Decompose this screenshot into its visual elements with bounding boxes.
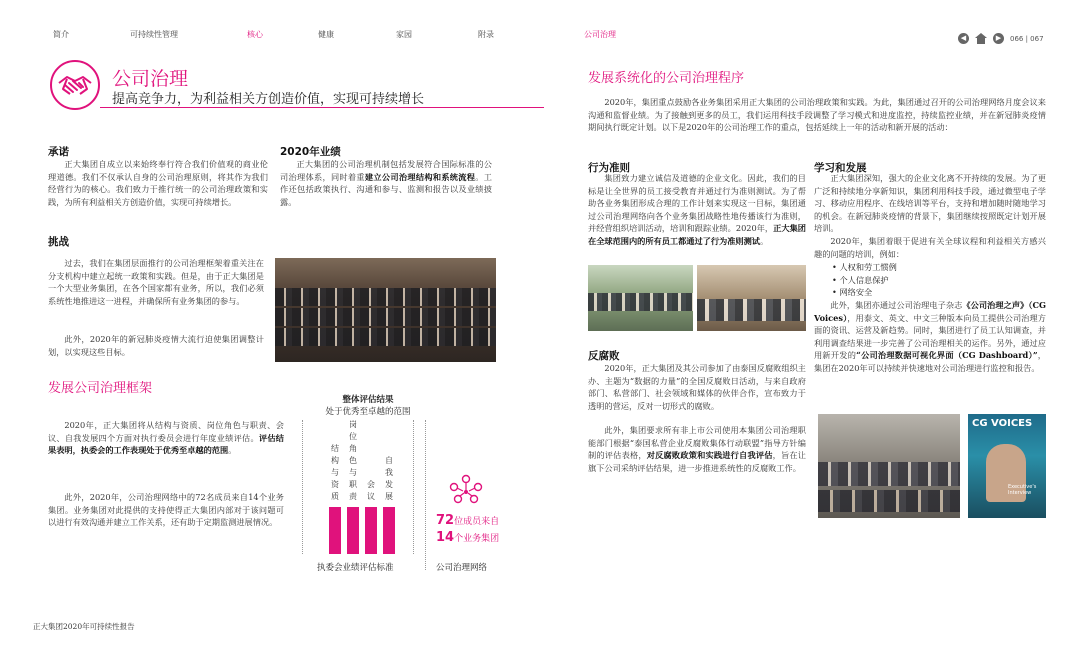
chart-x-label: 执委会业绩评估标准 [317, 563, 394, 573]
network-members-text: 位成员来自 [454, 517, 500, 527]
photo-row [818, 462, 960, 486]
chart-category-label: 岗 位 角 色 与 职 责 [349, 420, 357, 501]
network-groups-text: 个业务集团 [454, 534, 500, 544]
training-topics-list [832, 261, 897, 299]
challenge-text: 过去，我们在集团层面推行的公司治理框架着重关注在分支机构中建立起统一政策和实践。但是，由于正大集团是一个大型业务集团，在各个国家都有业务，所以，我们必须系统性地推进这一进程，并确保所有业务集团的参与。 [48, 258, 264, 306]
page-subtitle: 提高竞争力，为利益相关方创造价值，实现可持续增长 [112, 92, 425, 107]
next-page-icon[interactable]: ▶ [993, 33, 1004, 44]
list-item: • 个人信息保护 [832, 274, 897, 287]
training-photo-1 [588, 265, 693, 331]
anticorruption-text-2 [588, 424, 806, 474]
title-divider [100, 107, 544, 108]
network-groups-count: 14 [436, 530, 455, 545]
magazine-brand: CG VOICES [972, 418, 1033, 429]
nav-item-home[interactable]: 家园 [396, 30, 412, 39]
chart-bar [347, 507, 359, 554]
learning-heading: 学习和发展 [814, 162, 867, 174]
prev-page-icon[interactable]: ◀ [958, 33, 969, 44]
anticorruption-text-a: 此外，集团要求所有非上市公司使用本集团公司治理职能部门根据“泰国私营企业反腐败集体行动联盟”指导方针编制的评估表格， [588, 425, 806, 461]
group-photo [275, 258, 496, 362]
training-photo-2 [697, 265, 806, 331]
performance-heading: 2020年业绩 [280, 146, 341, 158]
conduct-text [588, 172, 806, 248]
photo-row [275, 308, 496, 326]
section-title: 公司治理 [584, 30, 616, 39]
learning-text-2: 2020年，集团着眼于促进有关全球议程和利益相关方感兴趣的问题的培训，例如： [814, 236, 1046, 259]
learning-text: 正大集团深知，强大的企业文化离不开持续的发展。为了更广泛和持续地分享新知识，集团利用科技手段，通过微型电子学习、移动应用程序、在线培训等平台，支持和增加随时随地学习的机会。在新冠肺炎疫情的背景下，集团继续按照既定计划开展培训。 [814, 173, 1046, 234]
framework-text-b: 。 [228, 445, 237, 456]
nav-item-sustainability[interactable]: 可持续性管理 [130, 30, 178, 39]
challenge-text-2: 此外，2020年的新冠肺炎疫情大流行迫使集团调整计划，以实现这些目标。 [48, 334, 264, 357]
cg-voices-magazine-cover [968, 414, 1046, 518]
chart-bar [329, 507, 341, 554]
performance-text-a: 正大集团的公司治理机制包括发展符合国际标准的公司治理体系，同时着重 [280, 159, 492, 182]
photo-row [697, 299, 806, 321]
network-people-icon [446, 473, 486, 509]
list-item: • 网络安全 [832, 286, 897, 299]
nav-item-core[interactable]: 核心 [247, 30, 263, 39]
framework-text [48, 419, 284, 457]
network-members [436, 513, 499, 528]
learning-text-b: ，用泰文、英文、中文三种版本向员工提供公司治理方面的资讯、运营及新趋势。同时，集团进行了员工认知调查，并利用调查结果进一步完善了公司治理相关的运作。另外，通过应用新开发的 [814, 312, 1046, 361]
challenge-heading: 挑战 [48, 236, 69, 248]
anticorruption-text: 2020年，正大集团及其公司参加了由泰国反腐败组织主办、主题为“数据的力量”的全国反腐败日活动，与来自政府部门、私营部门、社会领域和媒体的伙伴合作，宣布致力于透明的营运，反对一切形式的腐败。 [588, 363, 806, 411]
conduct-text-bold: 正大集团在全球范围内的所有员工都通过了行为准则测试 [588, 223, 806, 246]
framework-text-a: 2020年，正大集团将从结构与资质、岗位角色与职责、会议、自我发展四个方面对执行委员会进行年度业绩评估。 [48, 420, 284, 443]
chart-category-label: 结 构 与 资 质 [331, 444, 339, 501]
network-groups [436, 530, 499, 545]
chart-right-border [413, 420, 414, 554]
learning-text-3 [814, 299, 1046, 375]
chart-left-border [302, 420, 303, 554]
learning-text-bold-1: 《公司治理之声》（CG Voices） [814, 300, 1046, 323]
right-intro: 2020年，集团重点鼓励各业务集团采用正大集团的公司治理政策和实践。为此，集团通过召开的公司治理网络月度会议来沟通和监督业绩。为了接触到更多的员工，我们运用科技手段调整了学习模式和进度监控，持续监控业绩，并在新冠肺炎疫情期间执行既定计划。以下是2020年的公司治理工作的重点，包括延续上一年的活动和新开展的活动： [588, 97, 1046, 133]
anticorruption-text-b: ，旨在让旗下公司采纳评估结果，进一步推进系统性的反腐败工作。 [588, 450, 806, 473]
anticorruption-text-bold: 对反腐败政策和实践进行自我评估 [646, 450, 773, 461]
conduct-heading: 行为准则 [588, 162, 630, 174]
photo-row [588, 293, 693, 311]
magazine-cover-line: Executive's Interview [1008, 484, 1037, 496]
meeting-photo [818, 414, 960, 518]
page-title: 公司治理 [112, 68, 189, 90]
anticorruption-heading: 反腐败 [588, 350, 620, 362]
chart-bar [383, 507, 395, 554]
footer-text: 正大集团2020年可持续性报告 [33, 622, 135, 631]
commitment-text: 正大集团自成立以来始终奉行符合我们价值观的商业伦理道德。我们不仅承认自身的公司治理原则，将其作为我们经营行为的核心。我们致力于推行统一的公司治理政策和实践，为所有利益相关方创造价值，实现可持续增长。 [48, 159, 268, 207]
framework-text-2: 此外，2020年，公司治理网络中的72名成员来自14个业务集团。业务集团对此提供的支持使得正大集团内部对于该问题可以进行有效沟通并建立工作关系，还有助于定期监测进展情况。 [48, 492, 284, 528]
network-label: 公司治理网络 [436, 563, 488, 573]
page-numbers: 066 | 067 [1010, 34, 1044, 43]
learning-text-a: 此外，集团亦通过公司治理电子杂志 [830, 300, 963, 310]
nav-item-appendix[interactable]: 附录 [478, 30, 494, 39]
list-item: • 人权和劳工惯例 [832, 261, 897, 274]
conduct-text-a: 集团致力建立诚信及道德的企业文化。因此，我们的目标是让全世界的员工接受教育并通过行为准则测试。为了帮助各业务集团形成合理的工作计划来实现这一目标，集团通过公司治理网络向各个业务集团战略性地传播该行为准则，并经营组织培训活动，培训和跟踪业绩。2020年， [588, 173, 806, 234]
framework-text-bold: 评估结果表明，执委会的工作表现处于优秀至卓越的范围 [48, 432, 284, 456]
network-members-count: 72 [436, 513, 455, 528]
section-divider [425, 420, 426, 570]
nav-item-health[interactable]: 健康 [318, 30, 334, 39]
chart-subtitle: 处于优秀至卓越的范围 [325, 407, 411, 417]
performance-text-bold: 建立公司治理结构和系统流程 [364, 171, 476, 182]
learning-text-bold-2: “公司治理数据可视化界面（CG Dashboard）” [856, 350, 1038, 361]
commitment-heading: 承诺 [48, 146, 69, 158]
performance-text-b: 。工作还包括政策执行、沟通和参与、监测和报告以及业绩披露。 [280, 171, 492, 207]
chart-category-label: 自 我 发 展 [385, 456, 393, 501]
learning-text-c: ，集团在2020年可以持续并快速地对公司治理进行监控和报告。 [814, 350, 1046, 373]
chart-bar [365, 507, 377, 554]
chart-category-label: 会 议 [367, 480, 375, 501]
conduct-text-b: 。 [759, 235, 769, 246]
handshake-icon [48, 58, 102, 112]
photo-row [275, 328, 496, 346]
photo-row [818, 490, 960, 512]
right-heading: 发展系统化的公司治理程序 [588, 71, 745, 86]
framework-heading: 发展公司治理框架 [48, 381, 153, 396]
photo-row [275, 288, 496, 306]
home-icon[interactable] [975, 33, 987, 44]
chart-title: 整体评估结果 [342, 395, 394, 405]
page-navigation [958, 33, 1044, 44]
performance-text [280, 158, 492, 208]
nav-item-intro[interactable]: 简介 [53, 30, 69, 39]
